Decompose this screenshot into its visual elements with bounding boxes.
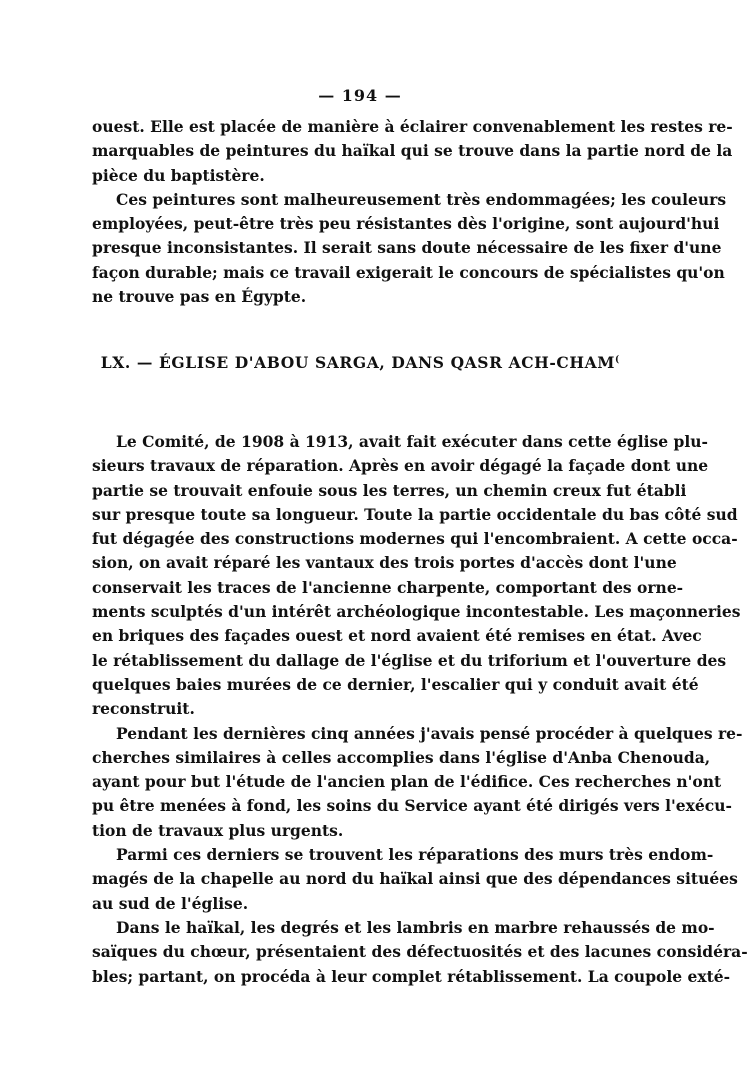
text-line: ouest. Elle est placée de manière à éclairer convenablement les restes re- xyxy=(92,117,733,136)
text-line: ne trouve pas en Égypte. xyxy=(92,287,307,307)
text-line: Parmi ces derniers se trouvent les réparations des murs très endom- xyxy=(116,845,714,865)
text-line: reconstruit. xyxy=(92,699,195,719)
text-line: bles; partant, on procéda à leur complet rétablissement. La coupole exté- xyxy=(92,966,731,986)
text-line: partie se trouvait enfouie sous les terres, un chemin creux fut établi xyxy=(92,480,687,500)
text-line: employées, peut-être très peu résistantes dès l'origine, sont aujourd'hui xyxy=(92,214,720,234)
footnote-mark: ( xyxy=(614,354,620,365)
text-line: quelques baies murées de ce dernier, l'escalier qui y conduit avait été xyxy=(92,674,699,694)
top-paragraphs xyxy=(92,115,733,309)
text-line: ments sculptés d'un intérêt archéologique incontestable. Les maçonneries xyxy=(92,602,741,622)
text-line: cherches similaires à celles accomplies dans l'église d'Anba Chenouda, xyxy=(92,747,711,767)
text-line: conservait les traces de l'ancienne charpente, comportant des orne- xyxy=(92,577,684,597)
text-line: sieurs travaux de réparation. Après en avoir dégagé la façade dont une xyxy=(92,456,709,476)
page-number: — 194 — xyxy=(318,86,402,105)
section-heading xyxy=(0,353,720,372)
text-line: saïques du chœur, présentaient des défectuosités et des lacunes considéra- xyxy=(92,942,748,962)
text-line: Pendant les dernières cinq années j'avais pensé procéder à quelques re- xyxy=(116,723,743,743)
body-paragraphs xyxy=(92,430,748,989)
section-heading-text: LX. — ÉGLISE D'ABOU SARGA, DANS QASR ACH-CHAM xyxy=(100,353,615,372)
text-line: pièce du baptistère. xyxy=(92,165,265,185)
text-line: le rétablissement du dallage de l'église et du triforium et l'ouverture des xyxy=(92,650,727,670)
text-line: Dans le haïkal, les degrés et les lambris en marbre rehaussés de mo- xyxy=(116,917,715,937)
text-line: presque inconsistantes. Il serait sans doute nécessaire de les fixer d'une xyxy=(92,238,722,258)
text-line: au sud de l'église. xyxy=(92,893,249,913)
text-line: Ces peintures sont malheureusement très endommagées; les couleurs xyxy=(116,189,727,209)
text-line: ayant pour but l'étude de l'ancien plan de l'édifice. Ces recherches n'ont xyxy=(92,772,722,792)
text-line: Le Comité, de 1908 à 1913, avait fait exécuter dans cette église plu- xyxy=(116,432,708,451)
text-line: marquables de peintures du haïkal qui se trouve dans la partie nord de la xyxy=(92,141,733,161)
text-line: façon durable; mais ce travail exigerait le concours de spécialistes qu'on xyxy=(92,262,725,282)
text-line: sion, on avait réparé les vantaux des trois portes d'accès dont l'une xyxy=(92,553,677,573)
text-line: magés de la chapelle au nord du haïkal ainsi que des dépendances situées xyxy=(92,869,738,889)
text-line: fut dégagée des constructions modernes qui l'encombraient. A cette occa- xyxy=(92,529,738,549)
text-line: en briques des façades ouest et nord avaient été remises en état. Avec xyxy=(92,626,702,646)
text-line: tion de travaux plus urgents. xyxy=(92,820,344,840)
text-line: sur presque toute sa longueur. Toute la partie occidentale du bas côté sud xyxy=(92,504,738,524)
text-line: pu être menées à fond, les soins du Service ayant été dirigés vers l'exécu- xyxy=(92,796,732,816)
